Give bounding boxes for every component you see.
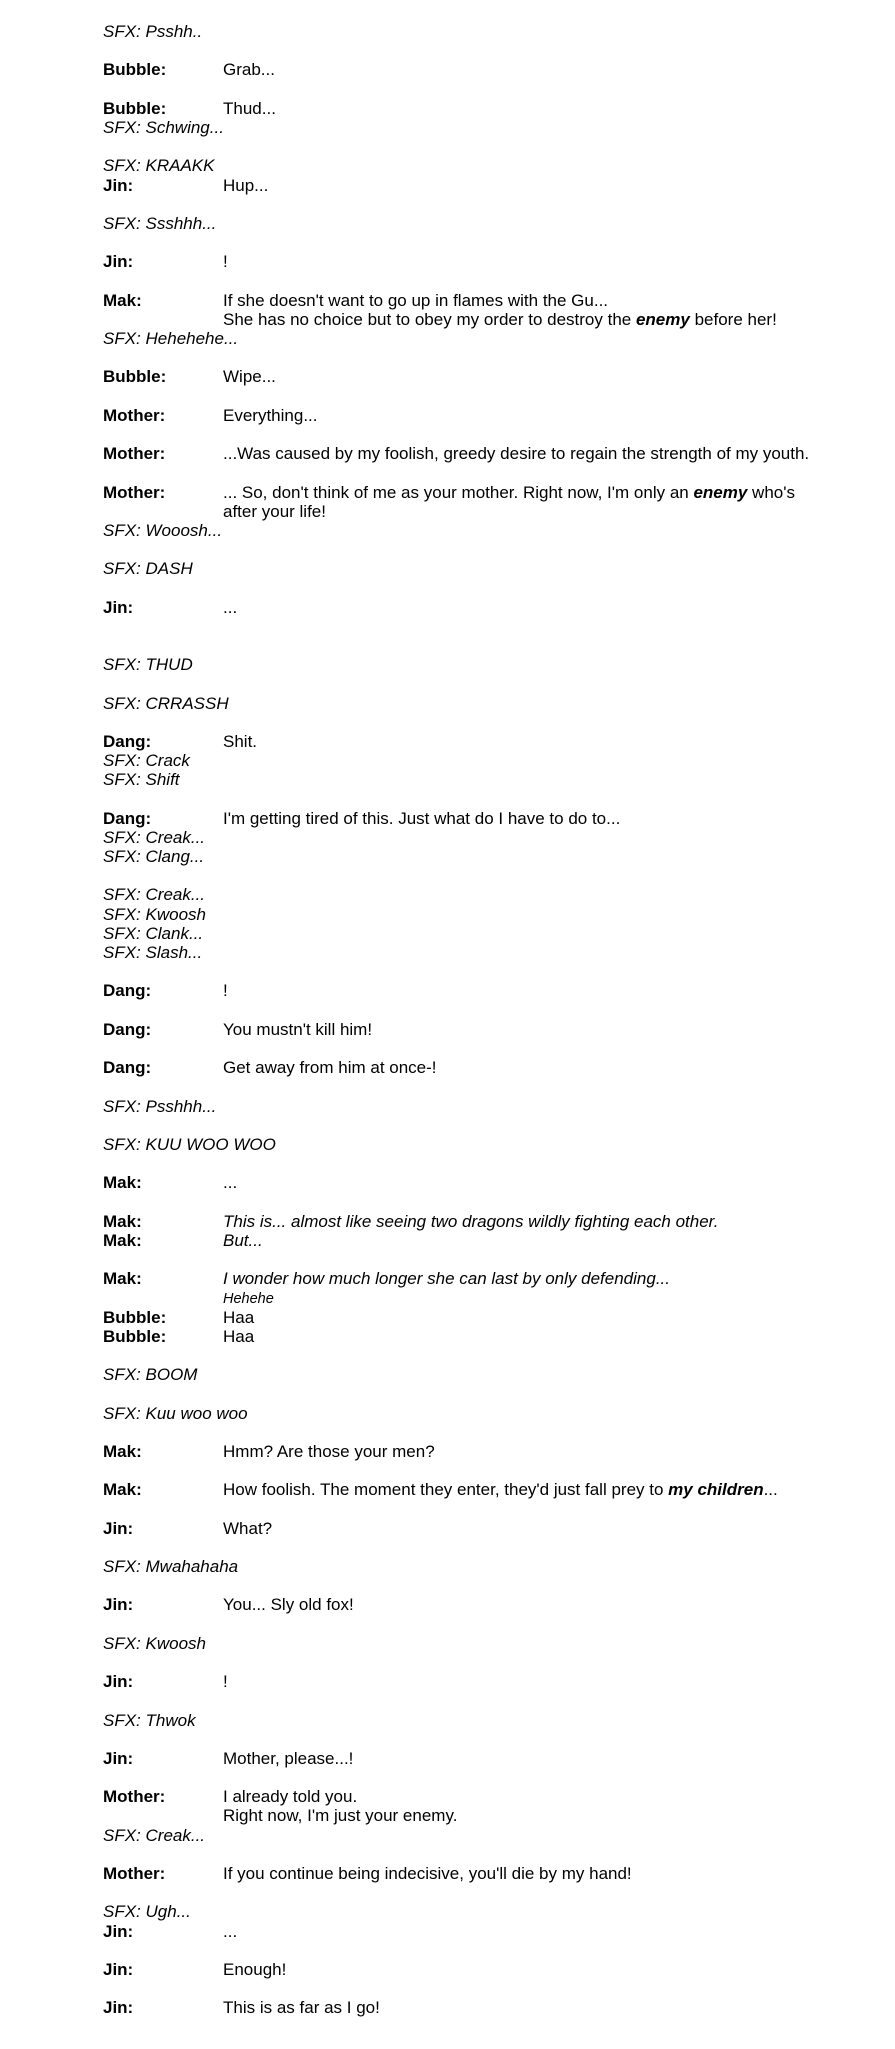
- dialogue-text: [223, 252, 883, 271]
- dialogue-text: [223, 1595, 883, 1614]
- sfx-line: [103, 905, 883, 924]
- speaker-label: [103, 502, 223, 521]
- sfx-line: [103, 1902, 883, 1921]
- dialogue-line: [103, 1231, 883, 1250]
- sfx-line: [103, 828, 883, 847]
- text-segment: Haa: [223, 1326, 255, 1346]
- dialogue-text: [223, 99, 883, 118]
- blank-line: [103, 425, 883, 444]
- dialogue-line: [103, 1787, 883, 1806]
- blank-line: [103, 1615, 883, 1634]
- sfx-line: [103, 924, 883, 943]
- dialogue-text: [223, 1327, 883, 1346]
- speaker-label: Mother:: [103, 482, 166, 502]
- text-segment: Hup...: [223, 175, 269, 195]
- blank-line: [103, 1691, 883, 1710]
- sfx-line: [103, 1557, 883, 1576]
- blank-line: [103, 1768, 883, 1787]
- sfx-text: SFX: Clang...: [103, 847, 205, 867]
- blank-line: [103, 1883, 883, 1902]
- blank-line: [103, 1979, 883, 1998]
- speaker-label: Bubble:: [103, 1307, 167, 1327]
- sfx-text: SFX: Crack: [103, 751, 190, 771]
- sfx-line: [103, 22, 883, 41]
- speaker-label: [103, 1288, 223, 1307]
- dialogue-text: [223, 367, 883, 386]
- speaker-label: Bubble:: [103, 367, 167, 387]
- blank-line: [103, 1384, 883, 1403]
- blank-line: [103, 1576, 883, 1595]
- text-segment: Get away from him at once-!: [223, 1058, 437, 1078]
- text-segment: ...: [223, 1173, 238, 1193]
- speaker-label: Jin:: [103, 1959, 134, 1979]
- dialogue-line: [103, 1058, 883, 1077]
- text-segment: !: [223, 981, 228, 1001]
- sfx-text: SFX: Creak...: [103, 827, 206, 847]
- dialogue-text: [223, 1864, 883, 1883]
- sfx-line: [103, 1634, 883, 1653]
- blank-line: [103, 80, 883, 99]
- speaker-label: Dang:: [103, 981, 152, 1001]
- blank-line: [103, 1653, 883, 1672]
- sfx-text: SFX: Psshh..: [103, 22, 203, 41]
- speaker-label: Mak:: [103, 1173, 142, 1193]
- speaker-label: Mother:: [103, 405, 166, 425]
- speaker-label: Dang:: [103, 808, 152, 828]
- text-segment: I wonder how much longer she can last by only defending...: [223, 1269, 670, 1289]
- dialogue-line: [103, 1212, 883, 1231]
- dialogue-line: [103, 1308, 883, 1327]
- dialogue-line: [103, 1327, 883, 1346]
- text-segment: You... Sly old fox!: [223, 1595, 354, 1615]
- text-segment: ... So, don't think of me as your mother. Right now, I'm only an: [223, 482, 694, 502]
- dialogue-line: [103, 732, 883, 751]
- text-segment: !: [223, 252, 228, 272]
- sfx-line: [103, 329, 883, 348]
- text-segment: Right now, I'm just your enemy.: [223, 1806, 458, 1826]
- dialogue-continuation-line: [103, 502, 883, 521]
- dialogue-continuation-line: [103, 310, 883, 329]
- blank-line: [103, 636, 883, 655]
- dialogue-text: [223, 1212, 883, 1231]
- text-segment: Shit.: [223, 731, 258, 751]
- dialogue-text: [223, 1288, 883, 1307]
- sfx-text: SFX: Hehehehe...: [103, 329, 239, 348]
- dialogue-text: [223, 1231, 883, 1250]
- dialogue-text: [223, 176, 883, 195]
- sfx-text: SFX: Slash...: [103, 943, 203, 962]
- dialogue-line: [103, 60, 883, 79]
- dialogue-line: [103, 1269, 883, 1288]
- sfx-text: SFX: Ssshhh...: [103, 213, 217, 233]
- dialogue-text: [223, 1960, 883, 1979]
- blank-line: [103, 617, 883, 636]
- text-segment: What?: [223, 1518, 273, 1538]
- sfx-text: SFX: KUU WOO WOO: [103, 1134, 276, 1154]
- dialogue-line: [103, 367, 883, 386]
- dialogue-line: [103, 99, 883, 118]
- blank-line: [103, 713, 883, 732]
- blank-line: [103, 1001, 883, 1020]
- dialogue-text: [223, 598, 883, 617]
- dialogue-line: [103, 1672, 883, 1691]
- speaker-label: Mak:: [103, 1211, 142, 1231]
- dialogue-text: [223, 1269, 883, 1288]
- blank-line: [103, 962, 883, 981]
- speaker-label: Jin:: [103, 1595, 134, 1615]
- blank-line: [103, 195, 883, 214]
- sfx-line: [103, 885, 883, 904]
- sfx-text: SFX: Shift: [103, 770, 180, 790]
- sfx-text: SFX: Mwahahaha: [103, 1557, 239, 1576]
- dialogue-line: [103, 252, 883, 271]
- blank-line: [103, 1077, 883, 1096]
- dialogue-line: [103, 1960, 883, 1979]
- sfx-line: [103, 847, 883, 866]
- sfx-line: [103, 694, 883, 713]
- speaker-label: Dang:: [103, 1019, 152, 1039]
- dialogue-text: [223, 291, 883, 310]
- blank-line: [103, 1538, 883, 1557]
- dialogue-line: [103, 1480, 883, 1499]
- dialogue-text: [223, 1480, 883, 1499]
- text-segment: This is... almost like seeing two dragons wildly fighting each other.: [223, 1211, 719, 1231]
- sfx-text: SFX: Schwing...: [103, 117, 224, 137]
- text-segment: Enough!: [223, 1959, 287, 1979]
- blank-line: [103, 137, 883, 156]
- dialogue-text: [223, 502, 883, 521]
- text-segment: !: [223, 1672, 228, 1692]
- text-segment: I already told you.: [223, 1787, 358, 1807]
- text-segment: enemy: [635, 309, 690, 329]
- blank-line: [103, 1154, 883, 1173]
- speaker-label: [103, 1806, 223, 1825]
- blank-line: [103, 866, 883, 885]
- sfx-line: [103, 156, 883, 175]
- dialogue-text: [223, 406, 883, 425]
- dialogue-text: [223, 1020, 883, 1039]
- blank-line: [103, 348, 883, 367]
- dialogue-line: [103, 406, 883, 425]
- dialogue-text: [223, 483, 883, 502]
- dialogue-text: [223, 1672, 883, 1691]
- text-segment: I'm getting tired of this. Just what do I have to do to...: [223, 808, 621, 828]
- sfx-line: [103, 943, 883, 962]
- speaker-label: Jin:: [103, 1998, 134, 2018]
- sfx-line: [103, 559, 883, 578]
- dialogue-text: [223, 1749, 883, 1768]
- speaker-label: Jin:: [103, 1518, 134, 1538]
- dialogue-text: [223, 1442, 883, 1461]
- text-segment: ...: [223, 1921, 238, 1941]
- blank-line: [103, 1941, 883, 1960]
- dialogue-continuation-line: [103, 1288, 883, 1307]
- text-segment: ...Was caused by my foolish, greedy desire to regain the strength of my youth.: [223, 444, 810, 464]
- blank-line: [103, 387, 883, 406]
- blank-line: [103, 1039, 883, 1058]
- sfx-line: [103, 655, 883, 674]
- dialogue-line: [103, 483, 883, 502]
- dialogue-line: [103, 1749, 883, 1768]
- dialogue-text: [223, 60, 883, 79]
- speaker-label: Jin:: [103, 597, 134, 617]
- sfx-text: SFX: Kwoosh: [103, 1633, 206, 1653]
- sfx-text: SFX: KRAAKK: [103, 156, 215, 176]
- text-segment: Grab...: [223, 60, 275, 80]
- text-segment: If she doesn't want to go up in flames with the Gu...: [223, 290, 609, 310]
- sfx-line: [103, 751, 883, 770]
- dialogue-text: [223, 1787, 883, 1806]
- sfx-line: [103, 1711, 883, 1730]
- speaker-label: Dang:: [103, 1058, 152, 1078]
- blank-line: [103, 41, 883, 60]
- blank-line: [103, 233, 883, 252]
- text-segment: This is as far as I go!: [223, 1998, 380, 2018]
- sfx-line: [103, 214, 883, 233]
- speaker-label: Bubble:: [103, 60, 167, 80]
- speaker-label: Mak:: [103, 1230, 142, 1250]
- text-segment: But...: [223, 1230, 263, 1250]
- text-segment: Mother, please...!: [223, 1748, 354, 1768]
- text-segment: Hehehe: [223, 1291, 274, 1308]
- dialogue-text: [223, 310, 883, 329]
- dialogue-text: [223, 809, 883, 828]
- blank-line: [103, 578, 883, 597]
- sfx-text: SFX: Creak...: [103, 885, 206, 905]
- blank-line: [103, 271, 883, 290]
- speaker-label: Mak:: [103, 1441, 142, 1461]
- dialogue-text: [223, 732, 883, 751]
- sfx-text: SFX: Kwoosh: [103, 904, 206, 924]
- text-segment: who's: [747, 482, 795, 502]
- speaker-label: Mother:: [103, 444, 166, 464]
- blank-line: [103, 1461, 883, 1480]
- dialogue-line: [103, 291, 883, 310]
- sfx-line: [103, 1135, 883, 1154]
- text-segment: How foolish. The moment they enter, they'd just fall prey to: [223, 1480, 669, 1500]
- text-segment: Haa: [223, 1307, 255, 1327]
- dialogue-line: [103, 1519, 883, 1538]
- dialogue-continuation-line: [103, 1806, 883, 1825]
- text-segment: If you continue being indecisive, you'll die by my hand!: [223, 1864, 632, 1883]
- sfx-line: [103, 1404, 883, 1423]
- dialogue-line: [103, 809, 883, 828]
- sfx-line: [103, 1097, 883, 1116]
- sfx-text: SFX: Kuu woo woo: [103, 1403, 248, 1423]
- speaker-label: Bubble:: [103, 1326, 167, 1346]
- speaker-label: Dang:: [103, 731, 152, 751]
- sfx-line: [103, 770, 883, 789]
- sfx-text: SFX: Clank...: [103, 923, 204, 943]
- dialogue-text: [223, 981, 883, 1000]
- speaker-label: Bubble:: [103, 98, 167, 118]
- speaker-label: Mother:: [103, 1864, 166, 1883]
- sfx-text: SFX: THUD: [103, 655, 193, 675]
- sfx-line: [103, 521, 883, 540]
- dialogue-text: [223, 1173, 883, 1192]
- speaker-label: Mother:: [103, 1787, 166, 1807]
- speaker-label: Jin:: [103, 1921, 134, 1941]
- blank-line: [103, 674, 883, 693]
- sfx-text: SFX: CRRASSH: [103, 693, 229, 713]
- blank-line: [103, 790, 883, 809]
- sfx-text: SFX: Psshhh...: [103, 1096, 217, 1116]
- blank-line: [103, 1116, 883, 1135]
- text-segment: my children: [668, 1480, 764, 1500]
- dialogue-text: [223, 1058, 883, 1077]
- text-segment: Everything...: [223, 405, 318, 425]
- dialogue-line: [103, 1020, 883, 1039]
- text-segment: Hmm? Are those your men?: [223, 1441, 435, 1461]
- blank-line: [103, 1845, 883, 1864]
- sfx-line: [103, 118, 883, 137]
- sfx-line: [103, 1826, 883, 1845]
- text-segment: Thud...: [223, 98, 276, 118]
- blank-line: [103, 1730, 883, 1749]
- blank-line: [103, 1250, 883, 1269]
- text-segment: after your life!: [223, 501, 326, 521]
- dialogue-line: [103, 1922, 883, 1941]
- blank-line: [103, 1192, 883, 1211]
- sfx-text: SFX: BOOM: [103, 1365, 198, 1385]
- blank-line: [103, 540, 883, 559]
- text-segment: She has no choice but to obey my order to destroy the: [223, 309, 636, 329]
- dialogue-line: [103, 444, 883, 463]
- sfx-text: SFX: Wooosh...: [103, 520, 223, 540]
- dialogue-line: [103, 598, 883, 617]
- speaker-label: Mak:: [103, 290, 142, 310]
- speaker-label: [103, 310, 223, 329]
- blank-line: [103, 1499, 883, 1518]
- dialogue-text: [223, 1519, 883, 1538]
- speaker-label: Jin:: [103, 175, 134, 195]
- sfx-text: SFX: Creak...: [103, 1825, 206, 1845]
- speaker-label: Mak:: [103, 1480, 142, 1500]
- text-segment: You mustn't kill him!: [223, 1019, 373, 1039]
- text-segment: before her!: [689, 309, 777, 329]
- dialogue-line: [103, 1173, 883, 1192]
- dialogue-text: [223, 1922, 883, 1941]
- speaker-label: Jin:: [103, 1672, 134, 1692]
- sfx-text: SFX: Thwok: [103, 1710, 196, 1730]
- speaker-label: Mak:: [103, 1269, 142, 1289]
- sfx-text: SFX: DASH: [103, 559, 193, 579]
- dialogue-line: [103, 176, 883, 195]
- speaker-label: Jin:: [103, 1748, 134, 1768]
- blank-line: [103, 1346, 883, 1365]
- text-segment: Wipe...: [223, 367, 276, 387]
- dialogue-line: [103, 1595, 883, 1614]
- text-segment: enemy: [693, 482, 748, 502]
- dialogue-text: [223, 1998, 883, 2017]
- sfx-line: [103, 1365, 883, 1384]
- speaker-label: Jin:: [103, 252, 134, 272]
- dialogue-line: [103, 1998, 883, 2017]
- dialogue-line: [103, 1442, 883, 1461]
- dialogue-text: [223, 1308, 883, 1327]
- blank-line: [103, 463, 883, 482]
- sfx-text: SFX: Ugh...: [103, 1902, 191, 1922]
- dialogue-line: [103, 981, 883, 1000]
- dialogue-line: [103, 1864, 883, 1883]
- text-segment: ...: [763, 1480, 778, 1500]
- dialogue-text: [223, 444, 883, 463]
- dialogue-text: [223, 1806, 883, 1825]
- text-segment: ...: [223, 597, 238, 617]
- blank-line: [103, 1423, 883, 1442]
